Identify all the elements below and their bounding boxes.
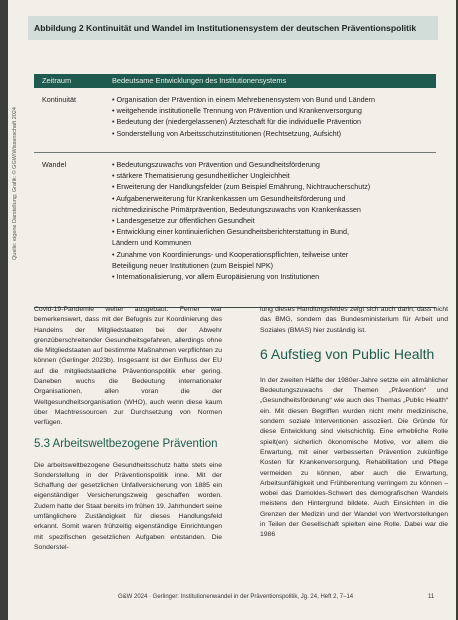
running-footer: G&W 2024 · Gerlinger: Institutionenwandel in der Präventionspolitik, Jg. 24, Heft 2, 7–14 (118, 594, 354, 600)
section-heading-6: 6 Aufstieg von Public Health (260, 345, 435, 362)
continuity-list (34, 88, 436, 145)
section-heading-5-3: 5.3 Arbeitsweltbezogene Prävention (34, 437, 218, 450)
table-row (34, 88, 436, 153)
list-item: • Internationalisierung, vor allem Europäisierung von Institutionen (112, 272, 320, 282)
list-item: Beteiligung neuer Institutionen (zum Beispiel NPK) (112, 260, 274, 270)
header-developments: Bedeutsame Entwicklungen des Institutionensystems (112, 76, 287, 85)
body-paragraph: In der zweiten Hälfte der 1980er-Jahre setzte ein allmählicher Bedeutungszuwachs der Themen „Prävention“ und „Gesundheitsförderung“ wie auch des Themas „Public Health“ ein. Mit diesen Begriffen wurden nicht mehr medizinische, sondern soziale Interventionen assoziiert. Die Gründe für diese Entwicklung sind vielschichtig. Eine erhebliche Rolle spielt(en) sicherlich ökonomische Motive, vor allem die Erwartung, mit einer verbesserten Prävention zukünftige Kosten für Krankenversorgung, Rehabilitation und Pflege vermeiden zu können, aber auch die Erwartung, Arbeitsunfähigkeit und Frühberentung verringern zu können – wobei das Damokles-Schwert des demografischen Wandels meistens den Hintergrund bildete. Auch Einsichten in die Grenzen der Medizin und der Wandel von Wertvorstellungen in Teilen der Gesellschaft spielten eine Rolle. Dabei war die 1986 (260, 376, 448, 539)
row-period-continuity: Kontinuität (42, 95, 76, 104)
list-item: nichtmedizinische Primärprävention, Bedeutungszuwachs von Krankenkassen (112, 204, 361, 214)
table-row (34, 153, 436, 308)
list-item: • Entwicklung einer kontinuierlichen Gesundheitsberichterstattung in Bund, (112, 227, 350, 237)
row-period-change: Wandel (42, 160, 67, 169)
list-item: • Bedeutungszuwachs von Prävention und Gesundheitsförderung (112, 160, 320, 169)
list-item: Ländern und Kommunen (112, 238, 192, 248)
list-item: • Zunahme von Koordinierungs- und Kooperationspflichten, teilweise unter (112, 249, 349, 259)
list-item: • Bedeutung der (niedergelassenen) Ärzteschaft für die individuelle Prävention (112, 117, 362, 127)
figure-table (34, 74, 436, 308)
figure-source-note: Quelle: eigene Darstellung; Grafik: © GGW/Wissenschaft 2024 (12, 107, 18, 260)
list-item: • Landesgesetze zur öffentlichen Gesundheit (112, 216, 255, 226)
body-paragraph: Covid-19-Pandemie weiter ausgebaut. Ferner war bemerkenswert, dass mit der Befugnis zur Koordinierung des Handelns der Mitgliedstaaten bei der Abwehr grenzüberschreitender Gesundheitsgefahren, allerdings ohne die Mitgliedstaaten auf bestimmte Maßnahmen verpflichten zu können (Gerlinger 2023b). Insgesamt ist der Einfluss der EU auf die mitgliedstaatliche Präventionspolitik eher gering. Daneben wuchs die Bedeutung internationaler Organisationen, allen voran die der Weltgesundheitsorganisation (WHO), auch wenn diese kaum über Machtressourcen zur Durchsetzung von Normen verfügen. (34, 306, 222, 427)
right-column (260, 305, 448, 541)
list-item: • Organisation der Prävention in einem Mehrebenensystem von Bund und Ländern (112, 95, 376, 104)
list-item: • stärkere Thematisierung gesundheitlicher Ungleichheit (112, 171, 290, 181)
body-paragraph: lung dieses Handlungsfeldes zeigt sich auch darin, dass nicht das BMG, sondern das Bundesministerium für Arbeit und Soziales (BMAS) hier zuständig ist. (260, 306, 448, 334)
list-item: • Erweiterung der Handlungsfelder (zum Beispiel Ernährung, Nichtraucherschutz) (112, 182, 371, 192)
left-column (34, 305, 222, 553)
list-item: • Aufgabenerweiterung für Krankenkassen um Gesundheitsförderung und (112, 193, 346, 203)
header-period: Zeitraum (42, 76, 72, 85)
list-item: • weitgehende institutionelle Trennung von Prävention und Krankenversorgung (112, 106, 362, 116)
figure-title: Abbildung 2 Kontinuität und Wandel im Institutionensystem der deutschen Präventionspolitik (28, 16, 438, 40)
page-number: 11 (428, 594, 435, 600)
list-item: • Sonderstellung von Arbeitsschutzinstitutionen (Rechtsetzung, Aufsicht) (112, 128, 342, 138)
change-list (34, 153, 436, 288)
table-header (34, 74, 436, 88)
document-page (8, 0, 456, 620)
body-paragraph: Die arbeitsweltbezogene Gesundheitsschutz hatte stets eine Sonderstellung in der Präventionspolitik inne. Mit der Schaffung der gesetzlichen Unfallversicherung von 1885 ein eigenständiger Versicherungszweig geschaffen worden. Zudem hatte der Staat bereits im frühen 19. Jahrhundert seine umfänglichere Zuständigkeit für dieses Handlungsfeld erkannt. Somit waren frühzeitig eigenständige Einrichtungen mit spezifischen gesetzlichen Aufgaben entstanden. Die Sonderstel- (34, 461, 222, 551)
